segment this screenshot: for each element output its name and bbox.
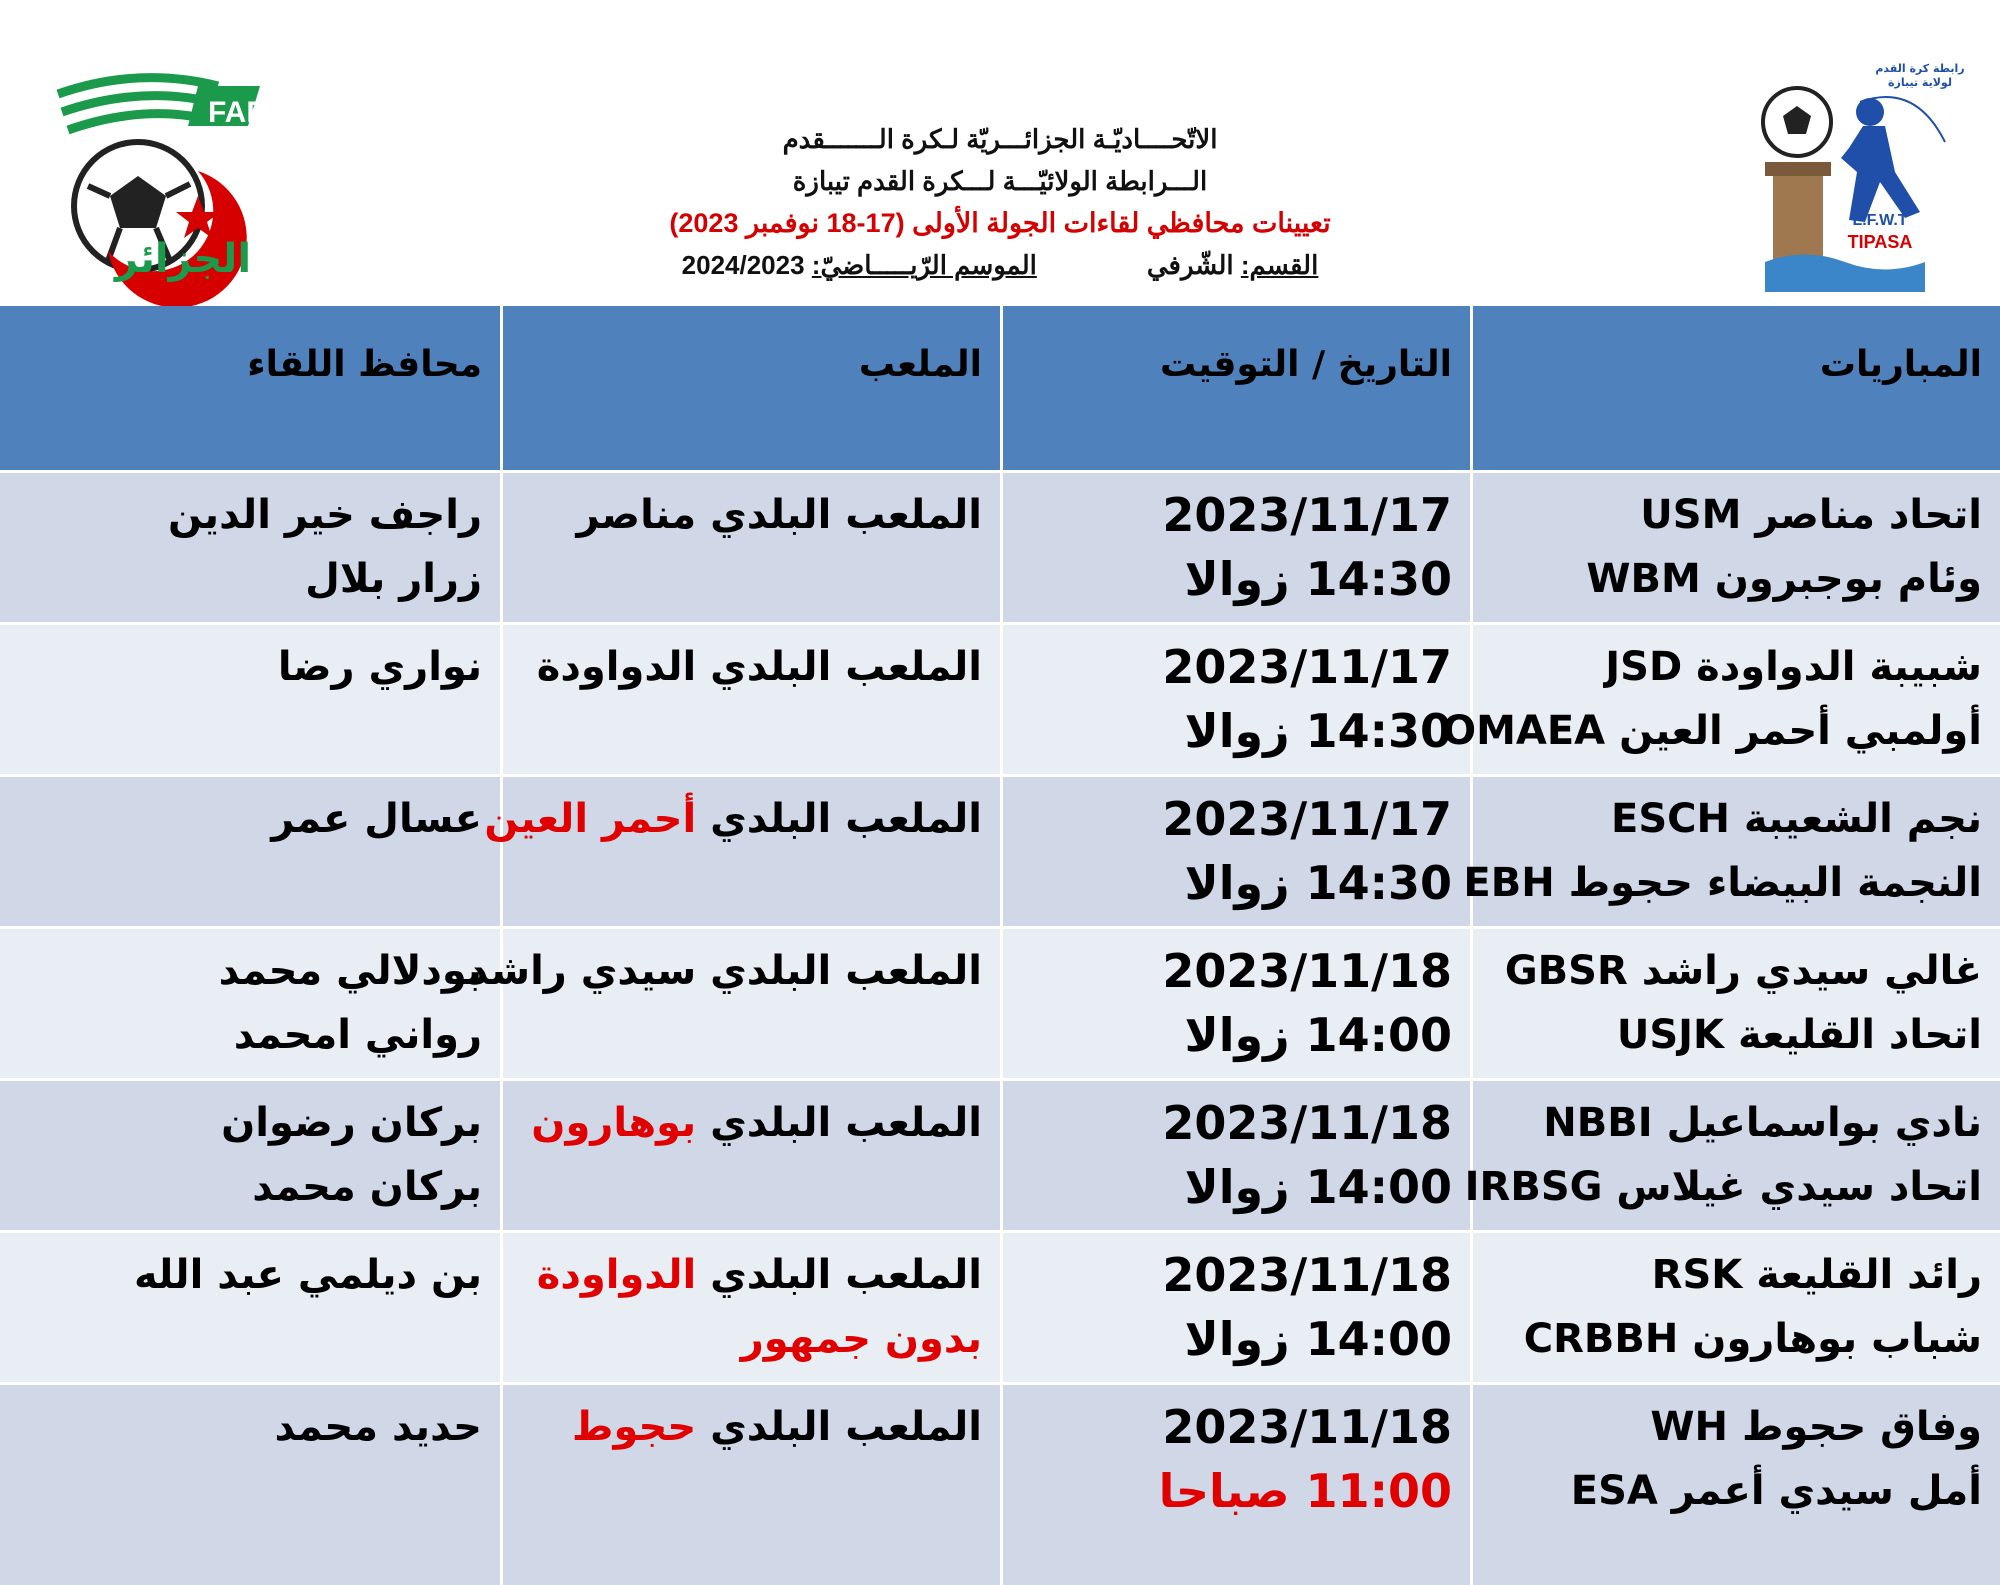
stadium-cell [500,1385,1000,1585]
stadium-name [521,635,982,699]
home-team: اتحاد مناصر USM [1640,492,1982,538]
match-date: 2023/11/18 [1162,1248,1452,1302]
away-team: أولمبي أحمر العين OMAEA [1442,708,1982,754]
match-time: 14:00 زوالا [1184,1008,1452,1062]
league-name: الـــرابطة الولائيّـــة لـــكرة القدم تيبازة [792,166,1208,196]
season-value: 2024/2023 [681,250,812,280]
commissioner-1: بن ديلمي عبد الله [133,1252,482,1298]
match-date: 2023/11/17 [1162,640,1452,694]
table-row [0,1385,2000,1585]
division-season-line [600,244,1400,286]
division-info [1147,244,1318,286]
lfwt-city: TIPASA [1847,232,1913,252]
header-label: الملعب [858,344,982,385]
commissioner-cell [0,473,500,622]
table-row [0,473,2000,625]
away-team: وئام بوجبرون WBM [1586,556,1982,602]
commissioner-cell [0,1385,500,1585]
stadium-cell [500,1233,1000,1382]
stadium-name [521,483,982,547]
match-cell [1464,1081,2000,1230]
home-team: غالي سيدي راشد GBSR [1504,948,1982,994]
stadium-prefix: الملعب البلدي الدواودة [536,644,982,690]
home-team: نجم الشعيبة ESCH [1611,796,1982,842]
stadium-name [521,1243,982,1307]
header-label: التاريخ / التوقيت [1160,344,1452,385]
stadium-note: بدون جمهور [740,1316,982,1362]
match-time: 14:30 زوالا [1184,552,1452,606]
away-team: أمل سيدي أعمر ESA [1570,1468,1982,1514]
stadium-place: حجوط [571,1404,697,1450]
away-team: شباب بوهارون CRBBH [1523,1316,1982,1362]
away-team: اتحاد سيدي غيلاس IRBSG [1464,1164,1982,1210]
datetime-cell [1000,1081,1470,1230]
match-time: 14:00 زوالا [1184,1160,1452,1214]
table-row [0,1233,2000,1385]
stadium-prefix: الملعب البلدي سيدي راشد [467,948,982,994]
match-cell [1470,1385,2000,1585]
commissioner-2: بركان محمد [252,1164,482,1210]
commissioner-cell [0,929,500,1078]
commissioner-2: رواني امحمد [233,1012,482,1058]
faf-logo [48,56,278,296]
commissioner-1: نواري رضا [277,644,482,690]
stadium-name [521,1091,982,1155]
stadium-place: الدواودة [536,1252,697,1298]
match-date: 2023/11/18 [1162,944,1452,998]
match-time: 14:30 زوالا [1184,856,1452,910]
commissioner-cell [0,625,500,774]
datetime-cell [1000,625,1470,774]
faf-brand-text: FAF [208,96,265,129]
stadium-cell [500,1081,1000,1230]
match-time: 14:30 زوالا [1184,704,1452,758]
lfwt-code: L.F.W.T [1852,212,1908,229]
datetime-cell [1000,1233,1470,1382]
season-label: الموسم الرّيـــــاضيّ: [811,250,1037,280]
stadium-cell [500,625,1000,774]
match-cell [1470,1233,2000,1382]
stadium-prefix: الملعب البلدي [696,796,982,842]
stadium-name [484,787,982,851]
match-cell [1463,777,2000,926]
match-date: 2023/11/17 [1162,488,1452,542]
stadium-prefix: الملعب البلدي مناصر [576,492,982,538]
stadium-cell [500,473,1000,622]
stadium-cell [467,929,1000,1078]
commissioner-1: حديد محمد [274,1404,482,1450]
header-label: محافظ اللقاء [247,344,482,385]
datetime-cell [1000,473,1470,622]
home-team: رائد القليعة RSK [1651,1252,1982,1298]
table-header-row [0,306,2000,473]
home-team: وفاق حجوط WH [1650,1404,1982,1450]
header-cell-commissioner [0,306,500,470]
match-date: 2023/11/17 [1162,792,1452,846]
match-date: 2023/11/18 [1162,1400,1452,1454]
commissioner-2: زرار بلال [305,556,482,602]
assignments-table [0,306,2000,1518]
datetime-cell [1000,777,1470,926]
datetime-cell [1000,929,1470,1078]
commissioner-1: بركان رضوان [221,1100,482,1146]
home-team: شبيبة الدواودة JSD [1605,644,1982,690]
stadium-place: أحمر العين [484,796,697,842]
commissioner-1: عسال عمر [271,796,482,842]
document-title: تعيينات محافظي لقاءات الجولة الأولى (17-18 نوفمبر 2023) [669,208,1331,238]
header-cell-matches [1470,306,2000,470]
match-time: 11:00 صباحا [1158,1464,1452,1518]
commissioner-cell [0,1233,500,1382]
stadium-name [467,939,982,1003]
commissioner-cell [0,777,500,926]
division-value: الشّرفي [1146,250,1241,280]
stadium-prefix: الملعب البلدي [696,1404,982,1450]
season-info [682,244,1037,286]
federation-name: الاتّحــــاديّـة الجزائـــريّة لـكرة الـــــــقدم [782,124,1218,154]
commissioner-1: بودلالي محمد [218,948,482,994]
match-date: 2023/11/18 [1162,1096,1452,1150]
table-row [0,1081,2000,1233]
commissioner-1: راجف خير الدين [168,492,482,538]
lfwt-arc-text: رابطة كرة القدم لولاية تيبازة [1875,62,1965,89]
table-row [0,929,2000,1081]
stadium-prefix: الملعب البلدي [696,1252,982,1298]
match-cell [1470,473,2000,622]
away-team: النجمة البيضاء حجوط EBH [1463,860,1982,906]
match-cell [1470,929,2000,1078]
document-header [600,118,1400,286]
match-time: 14:00 زوالا [1184,1312,1452,1366]
match-cell [1442,625,2000,774]
stadium-place: بوهارون [531,1100,697,1146]
stadium-prefix: الملعب البلدي [696,1100,982,1146]
header-label: المباريات [1819,344,1982,385]
table-row [0,625,2000,777]
stadium-name [521,1395,982,1459]
lfwt-tipasa-logo [1745,62,1975,292]
header-cell-stadium [500,306,1000,470]
division-label: القسم: [1240,250,1319,280]
commissioner-cell [0,1081,500,1230]
stadium-cell [484,777,1000,926]
header-cell-datetime [1000,306,1470,470]
faf-logo-caption: الجزائر [114,236,252,282]
table-row [0,777,2000,929]
home-team: نادي بواسماعيل NBBI [1543,1100,1982,1146]
datetime-cell [1000,1385,1470,1585]
away-team: اتحاد القليعة USJK [1616,1012,1982,1058]
